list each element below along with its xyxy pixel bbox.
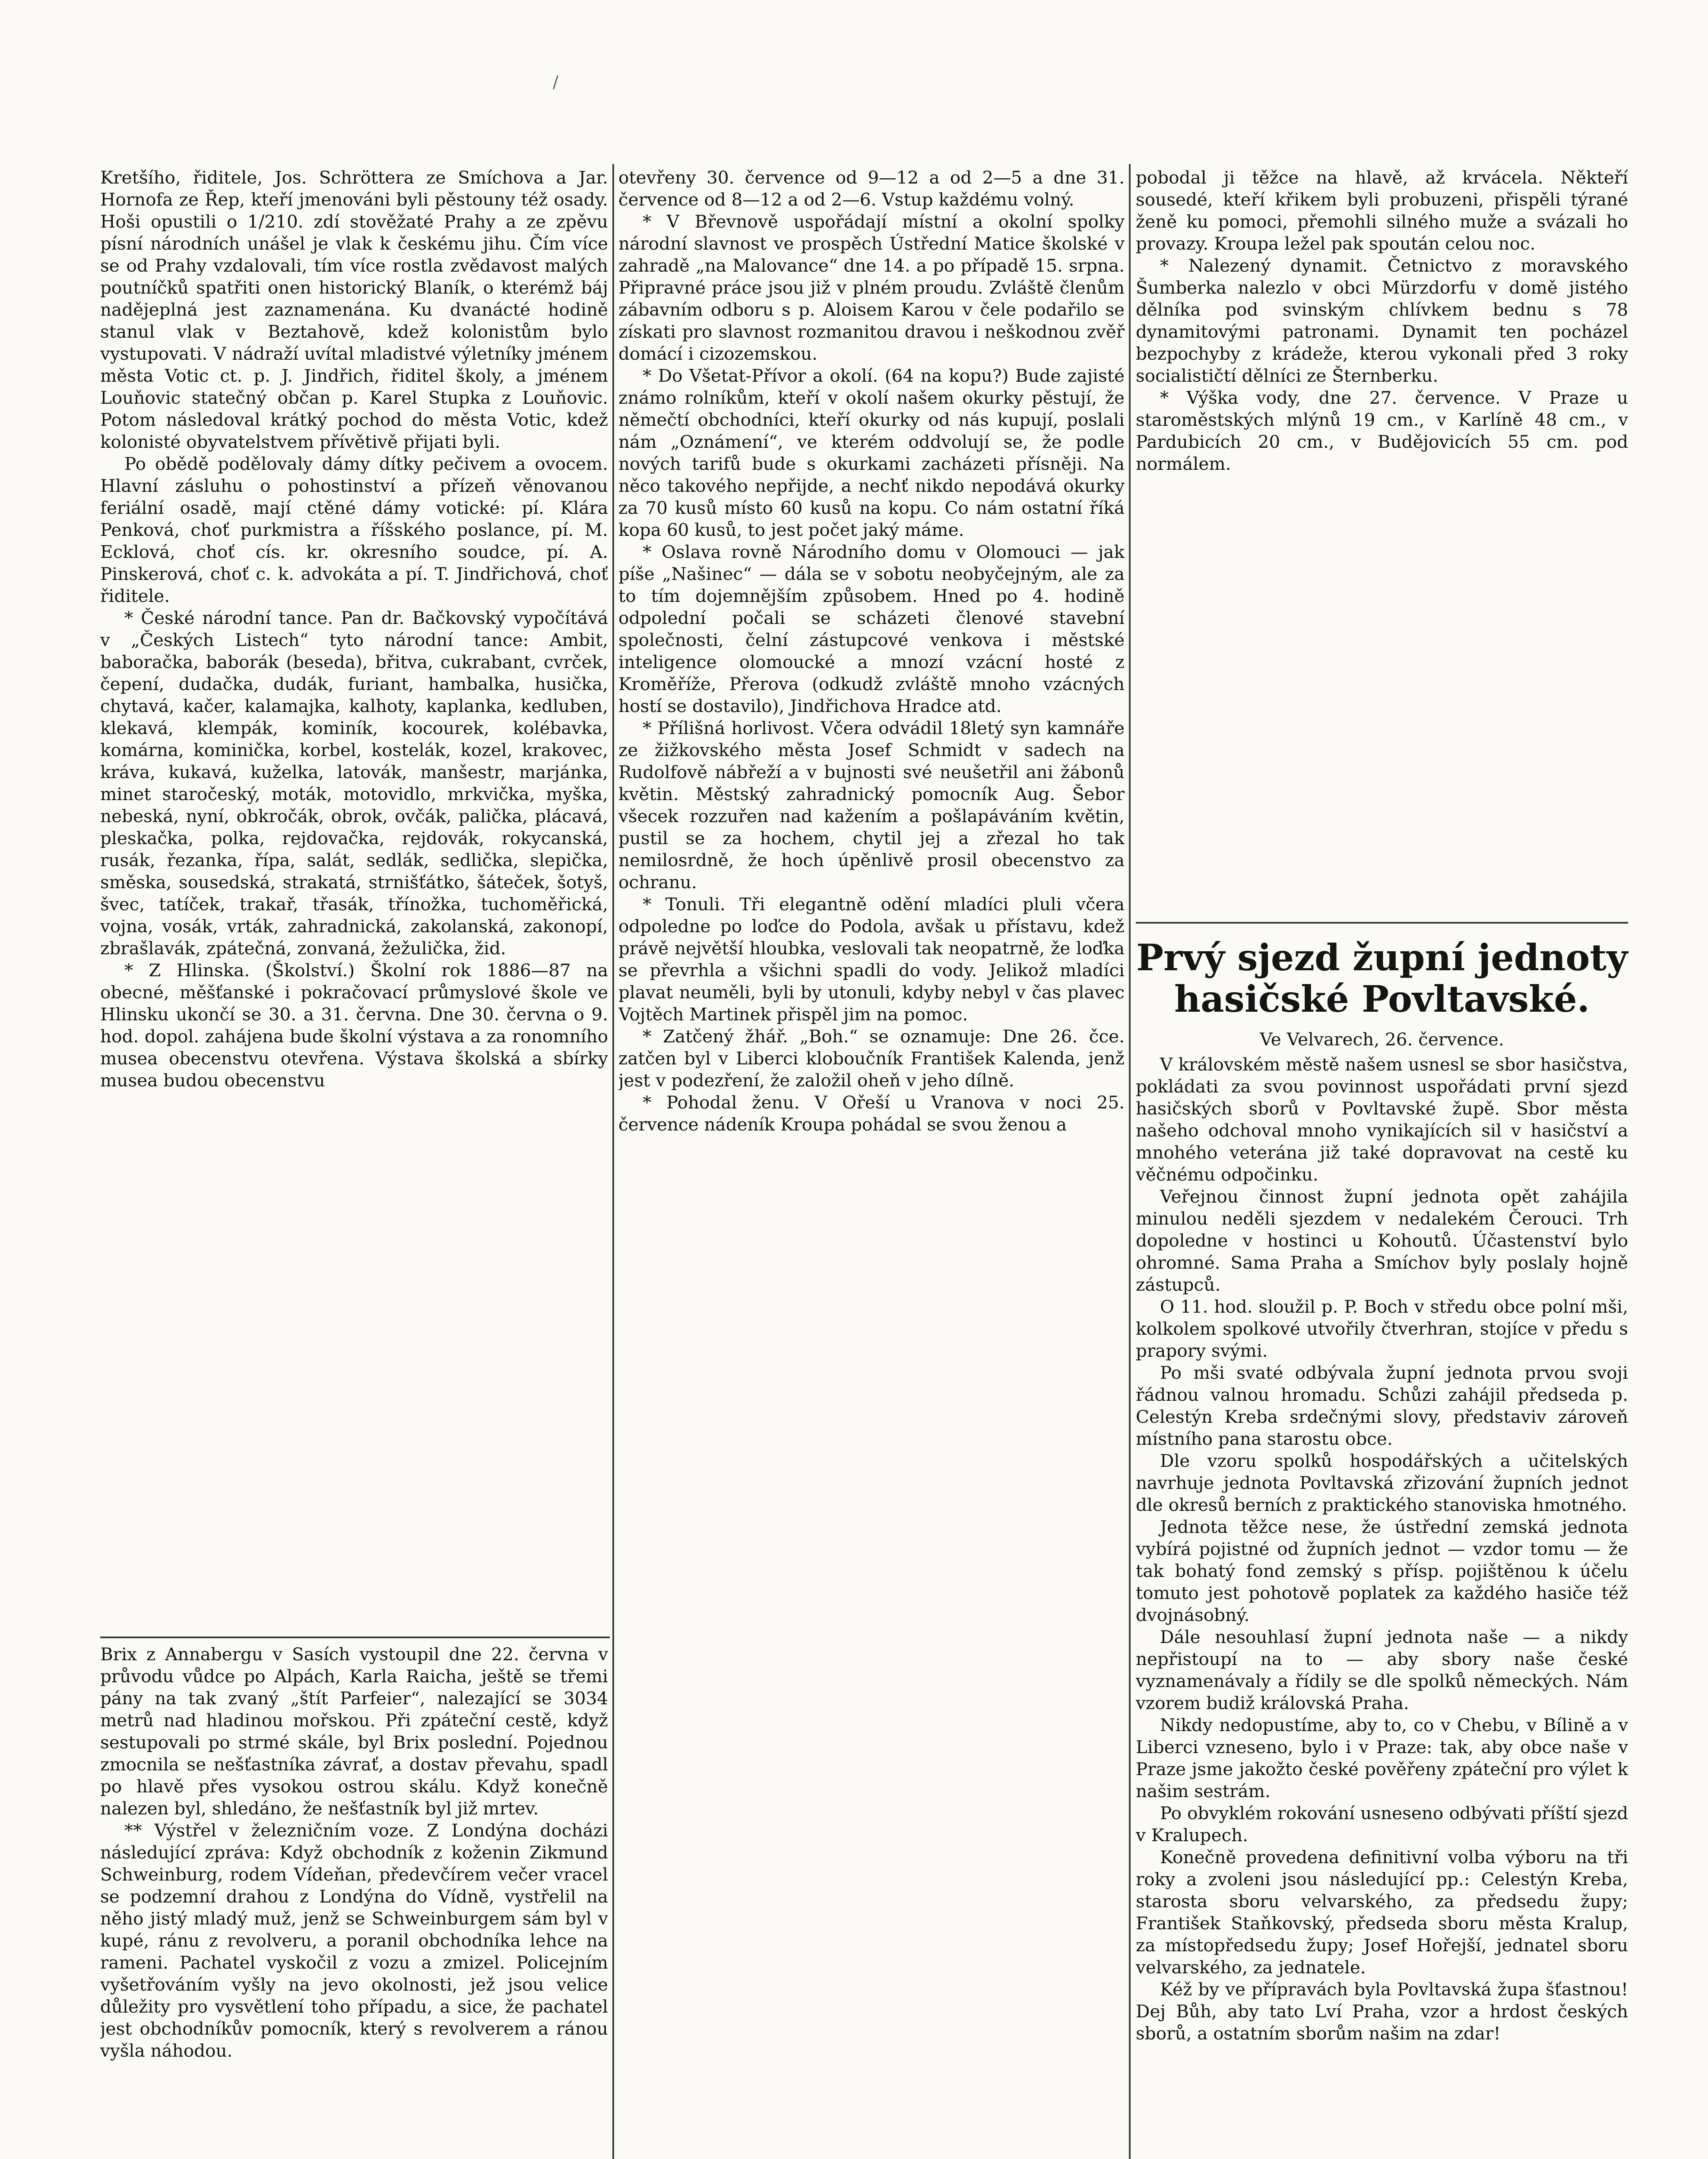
paragraph: * Pohodal ženu. V Ořeší u Vranova v noci 25. července nádeník Kroupa pohádal se svou ženou a [618,1092,1125,1135]
paragraph: Jednota těžce nese, že ústřední zemská jednota vybírá pojistné od župních jednot — vzdor tomu — že tak bohatý fond zemský s přísp. pojištěnou k účelu tomuto jest pohotově poplatek za každého hasiče též dvojnásobný. [1136,1516,1628,1625]
paragraph: * V Břevnově uspořádají místní a okolní spolky národní slavnost ve prospěch Ústřední Matice školské v zahradě „na Malovance“ dne 14. a po případě 15. srpna. Připravné práce jsou již v plném proudu. Zvláště členům zábavním odboru s p. Aloisem Karou v čele podařilo se získati pro slavnost rozmanitou dravou i neškodnou zvěř domácí i cizozemskou. [618,211,1125,364]
paragraph: * Výška vody, dne 27. července. V Praze u staroměstských mlýnů 19 cm., v Karlíně 48 cm., v Pardubicích 20 cm., v Budějovicích 55 cm. pod normálem. [1136,387,1628,474]
paragraph: pobodal ji těžce na hlavě, až krvácela. Někteří sousedé, kteří křikem byli probuzeni, přispěli týrané ženě ku pomoci, přemohli silného muže a svázali ho provazy. Kroupa ležel pak spoután celou noc. [1136,167,1628,254]
page-mark: / [553,73,558,92]
paragraph: * Tonuli. Tři elegantně odění mladíci pluli včera odpoledne po loďce do Podola, avšak u přístavu, kdež právě největší hloubka, veslovali tak neopatrně, že loďka se převrhla a všichni spadli do vody. Jelikož mladíci plavat neuměli, byli by utonuli, kdyby nebyl v čas plavec Vojtěch Martinek přispěl jim na pomoc. [618,894,1125,1025]
paragraph: Po obvyklém rokování usneseno odbývati příští sjezd v Kralupech. [1136,1803,1628,1846]
paragraph: Nikdy nedopustíme, aby to, co v Chebu, v Bílině a v Liberci vzneseno, bylo i v Praze: tak, aby obce naše v Praze jsme jakožto české pověřeny zpáteční pro výlet k našim sestrám. [1136,1715,1628,1801]
paragraph: O 11. hod. sloužil p. P. Boch v středu obce polní mši, kolkolem spolkové utvořily čtverhran, stojíce v předu s prapory svými. [1136,1296,1628,1361]
right-column-top [1136,167,1628,918]
paragraph: Konečně provedena definitivní volba výboru na tři roky a zvoleni jsou následující pp.: Celestýn Kreba, starosta sboru velvarského, za předsedu župy; František Staňkovský, předseda sboru města Kralup, za místopředsedu župy; Josef Hořejší, jednatel sboru velvarského, za jednatele. [1136,1847,1628,1978]
left-column-divider [100,1637,610,1638]
paragraph: * Oslava rovně Národního domu v Olomouci — jak píše „Našinec“ — dála se v sobotu neobyčejným, ale za to tím dojemnějším způsobem. Hned po 4. hodině odpolední počali se scházeti členové stavební společnosti, čelní zástupcové venkova i městské inteligence olomoucké a mnozí vzácní hosté z Kroměříže, Přerova (odkudž zvláště mnoho vzácných hostí se dostavilo), Jindřichova Hradce atd. [618,541,1125,716]
middle-column [618,167,1125,2159]
paragraph: Po obědě podělovaly dámy dítky pečivem a ovocem. Hlavní zásluhu o pohostinství a přízeň věnovanou feriální osadě, mají ctěné dámy votické: pí. Klára Penková, choť purkmistra a říšského poslance, pí. M. Ecklová, choť cís. kr. okresního soudce, pí. A. Pinskerová, choť c. k. advokáta a pí. T. Jindřichová, choť řiditele. [100,453,608,606]
paragraph: * Z Hlinska. (Školství.) Školní rok 1886—87 na obecné, měšťanské i pokračovací průmyslové škole ve Hlinsku ukončí se 30. a 31. června. Dne 30. června o 9. hod. dopol. zahájena bude školní výstava a za ronomního musea obecenstvu otevřena. Výstava školská a sbírky musea budou obecenstvu [100,960,608,1091]
column-rule-1 [612,164,614,2159]
paragraph: * Do Všetat-Přívor a okolí. (64 na kopu?) Bude zajisté známo rolníkům, kteří v okolí našem okurky pěstují, že němečtí obchodníci, kteří okurky od nás kupují, poslali nám „Oznámení“, ve kterém oddvolují se, že podle nových tarifů bude s okurkami zacházeti přísněji. Na něco takového nepřijde, a nechť nikdo nepodává okurky za 70 kusů místo 60 kusů na kopu. Co nám ostatní říká kopa 60 kusů, to jest počet jaký máme. [618,365,1125,540]
paragraph: * Zatčený žhář. „Boh.“ se oznamuje: Dne 26. čce. zatčen byl v Liberci kloboučník František Kalenda, jenž jest v podezření, že založil oheň v jeho dílně. [618,1026,1125,1091]
left-column-top [100,167,608,1630]
paragraph: Brix z Annabergu v Sasích vystoupil dne 22. června v průvodu vůdce po Alpách, Karla Raicha, ještě se třemi pány na tak zvaný „štít Parfeier“, nalezající se 3034 metrů nad hladinou mořskou. Při zpáteční cestě, když sestupovali po strmé skále, byl Brix poslední. Pojednou zmocnila se nešťastníka závrať, a dostav převahu, spadl po hlavě přes vysokou ostrou skálu. Když konečně nalezen byl, shledáno, že nešťastník byl již mrtev. [100,1644,608,1819]
left-column-bottom [100,1643,608,2159]
paragraph: ** Výstřel v železničním voze. Z Londýna docházi následující zpráva: Když obchodník z koženin Zikmund Schweinburg, rodem Vídeňan, předevčírem večer vracel se podzemní drahou z Londýna do Vídně, vystřelil na něho jistý mladý muž, jenž se Schweinburgem sám byl v kupé, ránu z revolveru, a poranil obchodníka lehce na rameni. Pachatel vyskočil z vozu a zmizel. Policejním vyšetřováním vyšly na jevo okolnosti, jež jsou velice důležity pro vysvětlení toho případu, a sice, že pachatel jest obchodníkův pomocník, který s revolverem a ránou vyšla náhodou. [100,1820,608,2061]
column-rule-2 [1129,164,1131,2159]
right-column-divider [1136,922,1628,924]
paragraph: * České národní tance. Pan dr. Bačkovský vypočítává v „Českých Listech“ tyto národní tance: Ambit, baboračka, baborák (beseda), břitva, cukrabant, cvrček, čepení, dudačka, dudák, furiant, hambalka, husička, chytavá, kačer, kalamajka, kalhoty, kaplanka, kedluben, klekavá, klempák, kominík, kocourek, kolébavka, komárna, kominička, korbel, kostelák, kozel, krakovec, kráva, kukavá, kuželka, latovák, manšestr, marjánka, minet staročeský, moták, motovidlo, mrkvička, myška, nebeská, nyní, obkročák, obrok, ovčák, palička, plácavá, pleskačka, polka, rejdovačka, rejdovák, rokycanská, rusák, řezanka, řípa, salát, sedlák, sedlička, slepička, směska, sousedská, strakatá, strnišťátko, šáteček, šotyš, švec, tatíček, trakař, třasák, třínožka, tuchoměřická, vojna, vosák, vrták, zahradnická, zakolanská, zakonopí, zbrašlavák, zpátečná, zonvaná, žežulička, žid. [100,608,608,959]
paragraph: * Nalezený dynamit. Četnictvo z moravského Šumberka nalezlo v obci Mürzdorfu v domě jistého dělníka pod svinským chlívkem bednu s 78 dynamitovými patronami. Dynamit ten pocházel bezpochyby z krádeže, kterou vykonali před 3 roky socialističtí dělníci ze Šternberku. [1136,255,1628,386]
paragraph: * Přílišná horlivost. Včera odvádil 18letý syn kamnáře ze žižkovského města Josef Schmidt v sadech na Rudolfově nábřeží a v bujnosti své neušetřil ani žábonů květin. Městský zahradnický pomocník Aug. Šebor všecek rozzuřen nad kažením a pošlapáváním květin, pustil se za hochem, chytil jej a zřezal ho tak nemilosrdně, že hoch úpěnlivě prosil obecenstvo za ochranu. [618,718,1125,893]
paragraph: Kéž by ve přípravách byla Povltavská župa šťastnou! Dej Bůh, aby tato Lví Praha, vzor a hrdost českých sborů, a ostatním sborům našim na zdar! [1136,1979,1628,2044]
paragraph: Dle vzoru spolků hospodářských a učitelských navrhuje jednota Povltavská zřizování župních jednot dle okresů berních z praktického stanoviska hmotného. [1136,1450,1628,1515]
article-heading: Prvý sjezd župní jednoty hasičské Povltavské. [1136,936,1628,1020]
paragraph: Po mši svaté odbývala župní jednota prvou svoji řádnou valnou hromadu. Schůzi zahájil předseda p. Celestýn Kreba srdečnými slovy, představiv zároveň místního pana starostu obce. [1136,1362,1628,1449]
paragraph: Veřejnou činnost župní jednota opět zahájila minulou neděli sjezdem v nedalekém Čerouci. Trh dopoledne v hostinci u Kohoutů. Účastenství bylo ohromné. Sama Praha a Smíchov byly poslaly hojně zástupců. [1136,1186,1628,1295]
paragraph: otevřeny 30. července od 9—12 a od 2—5 a dne 31. července od 8—12 a od 2—6. Vstup každému volný. [618,167,1125,210]
paragraph: Dále nesouhlasí župní jednota naše — a nikdy nepřistoupí na to — aby sbory naše české vyznamenávaly a řídily se dle spolků německých. Nám vzorem budiž královská Praha. [1136,1627,1628,1713]
right-column-bottom [1136,1054,1628,2159]
paragraph: Kretšího, řiditele, Jos. Schröttera ze Smíchova a Jar. Hornofa ze Řep, kteří jmenováni byli pěstouny též osady. Hoši opustili o 1/210. zdí stověžaté Prahy a ze zpěvu písní národních unášel je vlak k českému jihu. Čím více se od Prahy vzdalovali, tím více rostla zvědavost malých poutníčků spatřiti onen historický Blaník, o kterémž báj nadějeplná jest zaznamenána. Ku dvanácté hodině stanul vlak v Beztahově, kdež kolonistům bylo vystupovati. V nádraží uvítal mladistvé výletníky jménem města Votic ct. p. J. Jindřich, řiditel školy, a jménem Louňovic statečný občan p. Karel Stupka z Louňovic. Potom následoval krátký pochod do města Votic, kdež kolonisté obyvatelstvem přívětivě přijati byli. [100,167,608,452]
article-dateline: Ve Velvarech, 26. července. [1260,1029,1504,1050]
paragraph: V královském městě našem usnesl se sbor hasičstva, pokládati za svou povinnost uspořádati první sjezd hasičských sborů v Povltavské župě. Sbor města našeho odchoval mnoho vynikajících sil v hasičství a mnohého veterána již také dopravovat na cestě ku věčnému odpočinku. [1136,1054,1628,1185]
